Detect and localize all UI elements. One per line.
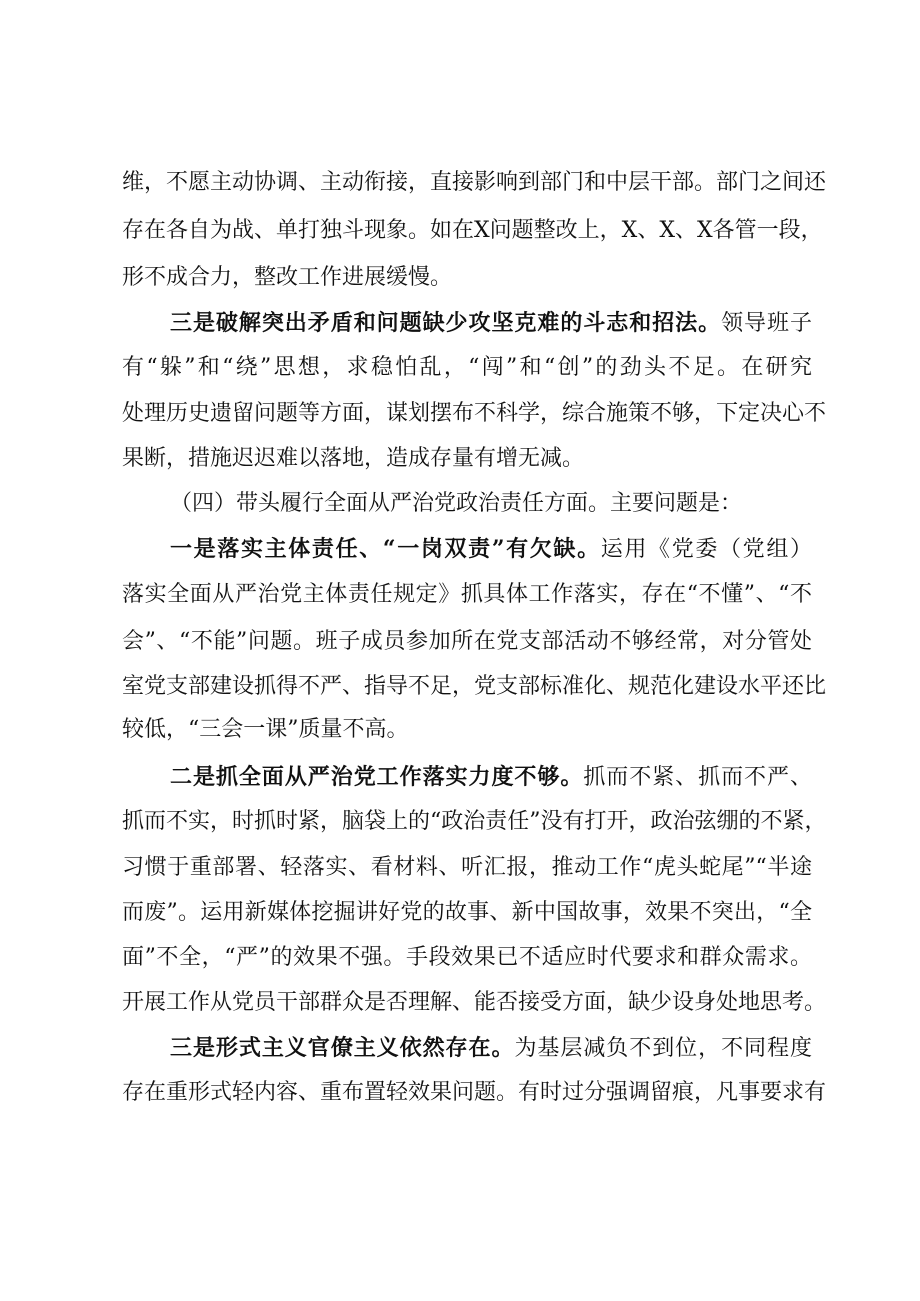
line-text: 室党支部建设抓得不严、指导不足，党支部标准化、规范化建设水平还比: [122, 674, 827, 699]
paragraph-line: [122, 352, 812, 384]
paragraph-heading: 三是形式主义官僚主义依然存在。: [170, 1035, 515, 1061]
paragraph-line: [122, 262, 812, 294]
paragraph-heading: 一是落实主体责任、“一岗双责”有欠缺。: [170, 536, 601, 562]
paragraph-line: [122, 671, 827, 703]
line-text: 较低，“三会一课”质量不高。: [122, 717, 409, 742]
line-text: 领导班子: [721, 311, 812, 336]
line-text: 开展工作从党员干部群众是否理解、能否接受方面，缺少设身处地思考。: [122, 990, 827, 1015]
line-text: 而废”。运用新媒体挖掘讲好党的故事、新中国故事，效果不突出，“全: [122, 900, 812, 925]
line-text: 果断，措施迟迟难以落地，造成存量有增无减。: [122, 446, 585, 471]
paragraph-heading: 三是破解突出矛盾和问题缺少攻坚克难的斗志和招法。: [170, 310, 722, 336]
paragraph-line: [122, 626, 812, 658]
paragraph-heading: 二是抓全面从严治党工作落实力度不够。: [170, 764, 584, 790]
paragraph-line: [170, 307, 812, 339]
line-text: 存在重形式轻内容、重布置轻效果问题。有时过分强调留痕，凡事要求有: [122, 1080, 827, 1105]
paragraph-line: [122, 852, 812, 884]
paragraph-line: [122, 1077, 827, 1109]
line-text: （四）带头履行全面从严治党政治责任方面。主要问题是：: [170, 491, 743, 516]
paragraph-line: [170, 761, 812, 793]
paragraph-line: [122, 897, 812, 929]
line-text: 维，不愿主动协调、主动衔接，直接影响到部门和中层干部。部门之间还: [122, 170, 827, 195]
paragraph-line: [122, 579, 812, 611]
line-text: 面”不全，“严”的效果不强。手段效果已不适应时代要求和群众需求。: [122, 945, 812, 970]
paragraph-line: [122, 215, 823, 247]
line-text: 为基层减负不到位，不同程度: [514, 1036, 812, 1061]
paragraph-line: [122, 714, 812, 746]
paragraph-line: [122, 806, 827, 838]
line-text: 运用《党委（党组）: [600, 537, 812, 562]
paragraph-line: [122, 987, 827, 1019]
line-text: 抓而不实，时抓时紧，脑袋上的“政治责任”没有打开，政治弦绷的不紧，: [122, 809, 827, 834]
paragraph-line: [122, 443, 812, 475]
line-text: 抓而不紧、抓而不严、: [583, 765, 812, 790]
line-text: 会”、“不能”问题。班子成员参加所在党支部活动不够经常，对分管处: [122, 629, 812, 654]
line-text: 形不成合力，整改工作进展缓慢。: [122, 265, 453, 290]
line-text: 有“躲”和“绕”思想，求稳怕乱，“闯”和“创”的劲头不足。在研究: [122, 355, 812, 380]
section-heading: [170, 488, 812, 520]
paragraph-line: [122, 398, 827, 430]
paragraph-line: [122, 942, 812, 974]
line-text: 处理历史遗留问题等方面，谋划摆布不科学，综合施策不够，下定决心不: [122, 401, 827, 426]
paragraph-line: [170, 1032, 812, 1064]
line-text: 落实全面从严治党主体责任规定》抓具体工作落实，存在“不懂”、“不: [122, 582, 812, 607]
paragraph-line: [122, 167, 827, 199]
paragraph-line: [170, 533, 812, 565]
line-text: 习惯于重部署、轻落实、看材料、听汇报，推动工作“虎头蛇尾”“半途: [122, 855, 812, 880]
line-text: 存在各自为战、单打独斗现象。如在X问题整改上，X、X、X各管一段，: [122, 218, 823, 243]
